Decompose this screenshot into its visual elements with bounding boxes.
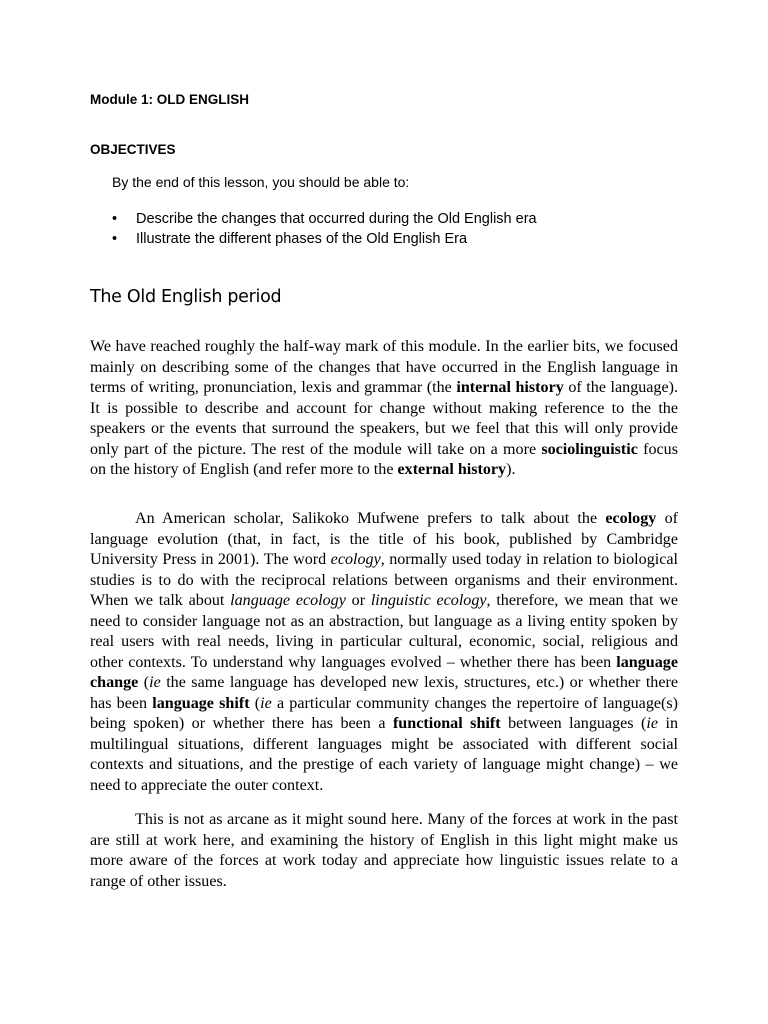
section-heading: The Old English period	[90, 287, 282, 307]
term-ecology: ecology	[605, 510, 657, 527]
objectives-intro: By the end of this lesson, you should be able to:	[112, 174, 410, 190]
objectives-heading: OBJECTIVES	[90, 142, 176, 157]
bullet-icon: •	[112, 231, 118, 247]
paragraph-language-ecology: An American scholar, Salikoko Mufwene prefers to talk about the ecology of language evolution (that, in fact, is the title of his book, published by Cambridge University Press in 2001). The word ecology, normally used today in relation to biological studies is to do with the reciprocal relations between organisms and their environment. When we talk about language ecology or linguistic ecology, therefore, we mean that we need to consider language not as an abstraction, but language as a living entity spoken by real users with real needs, living in particular cultural, economic, social, religious and other contexts. To understand why languages evolved – whether there has been language change (ie the same language has developed new lexis, structures, etc.) or whether there has been language shift (ie a particular community changes the repertoire of language(s) being spoken) or whether there has been a functional shift between languages (ie in multilingual situations, different languages might be associated with different social contexts and situations, and the prestige of each variety of language might change) – we need to appreciate the outer context.	[90, 510, 679, 794]
term-functional-shift: functional shift	[392, 715, 501, 732]
objective-text: Illustrate the different phases of the Old English Era	[136, 231, 468, 247]
paragraph-internal-external-history: We have reached roughly the half-way mark of this module. In the earlier bits, we focused mainly on describing some of the changes that have occurred in the English language in terms of writing, pronunciation, lexis and grammar (the internal history of the language). It is possible to describe and account for change without making reference to the the speakers or the events that surround the speakers, but we feel that this will only provide only part of the picture. The rest of the module will take on a more sociolinguistic focus on the history of English (and refer more to the external history).	[90, 338, 679, 478]
term-external-history: external history	[397, 461, 507, 478]
module-title: Module 1: OLD ENGLISH	[90, 92, 250, 107]
term-sociolinguistic: sociolinguistic	[541, 440, 638, 458]
paragraph-arcane: This is not as arcane as it might sound here. Many of the forces at work in the past are still at work here, and examining the history of English in this light might make us more aware of the forces at work today and appreciate how linguistic issues relate to a range of other issues.	[90, 811, 678, 890]
term-language-shift: language shift	[152, 694, 250, 712]
objective-item	[112, 229, 537, 249]
term-ecology-italic: ecology	[330, 551, 381, 568]
objective-item	[112, 209, 537, 229]
objective-text: Describe the changes that occurred during the Old English era	[136, 211, 537, 227]
term-language-ecology: language ecology	[230, 592, 346, 609]
objectives-list	[112, 209, 537, 249]
term-language-change: language change	[90, 653, 678, 691]
term-internal-history: internal history	[456, 379, 564, 396]
bullet-icon: •	[112, 211, 118, 227]
term-linguistic-ecology: linguistic ecology	[370, 592, 487, 609]
